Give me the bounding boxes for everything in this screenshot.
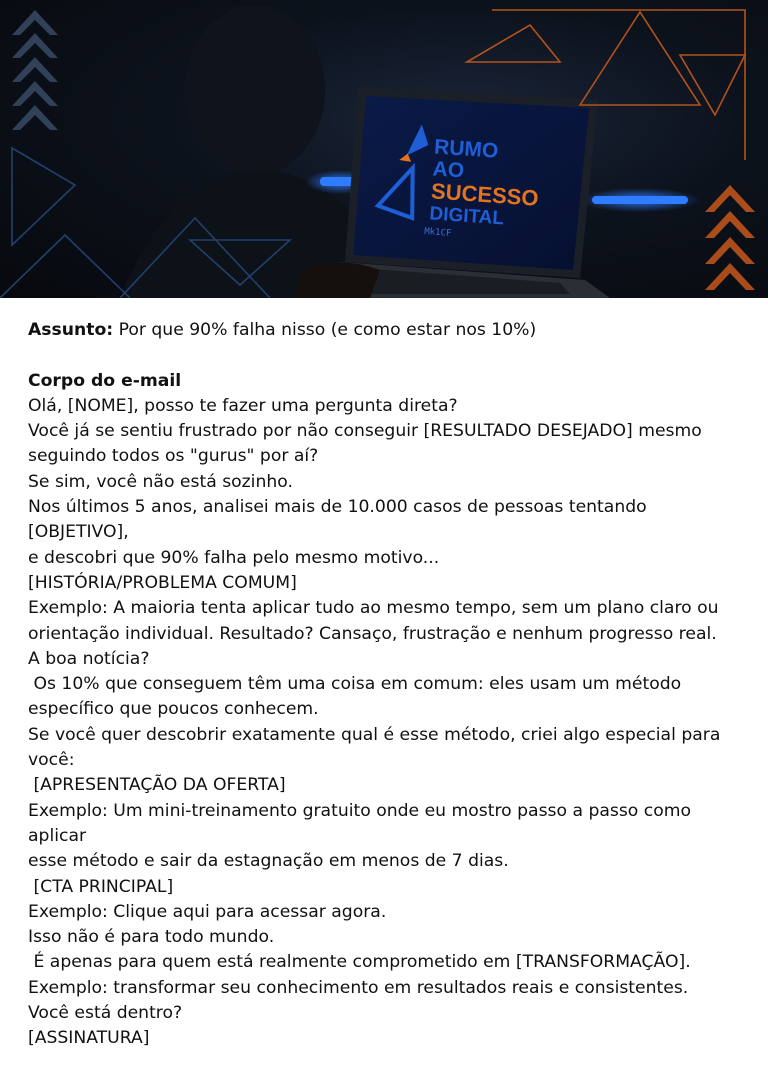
body-line: A boa notícia? [28, 648, 150, 669]
logo-line-4: DIGITAL [428, 203, 505, 230]
logo-line-1: RUMO [433, 135, 500, 163]
body-line: seguindo todos os "gurus" por aí? [28, 446, 319, 467]
logo-line-3: SUCESSO [430, 178, 540, 211]
body-line: Exemplo: transformar seu conhecimento em resultados reais e consistentes. [28, 977, 689, 998]
banner-illustration [0, 0, 768, 298]
body-line: Exemplo: A maioria tenta aplicar tudo ao mesmo tempo, sem um plano claro ou [28, 598, 719, 619]
body-line: esse método e sair da estagnação em menos de 7 dias. [28, 851, 509, 872]
body-line: Isso não é para todo mundo. [28, 927, 275, 948]
body-line: É apenas para quem está realmente comprometido em [TRANSFORMAÇÃO]. [28, 952, 691, 973]
hero-banner [0, 0, 768, 298]
body-heading: Corpo do e-mail [28, 370, 182, 391]
body-line: Olá, [NOME], posso te fazer uma pergunta direta? [28, 395, 458, 416]
body-line: e descobri que 90% falha pelo mesmo motivo... [28, 547, 440, 568]
chevrons-left-icon [12, 10, 58, 130]
chevrons-right-icon [705, 185, 755, 290]
logo-line-2: AO [431, 157, 465, 183]
subject-line [28, 318, 748, 343]
body-line: Exemplo: Clique aqui para acessar agora. [28, 901, 387, 922]
body-line: orientação individual. Resultado? Cansaço, frustração e nenhum progresso real. [28, 623, 717, 644]
body-line: [APRESENTAÇÃO DA OFERTA] [28, 775, 286, 796]
body-line: [ASSINATURA] [28, 1028, 150, 1049]
body-line: você: [28, 750, 75, 771]
subject-text: Por que 90% falha nisso (e como estar nos 10%) [113, 320, 537, 340]
body-line: Você já se sentiu frustrado por não conseguir [RESULTADO DESEJADO] mesmo [28, 421, 702, 442]
body-line: Se sim, você não está sozinho. [28, 471, 293, 492]
subject-label: Assunto: [28, 320, 114, 340]
body-line: Nos últimos 5 anos, analisei mais de 10.000 casos de pessoas tentando [OBJETIVO], [28, 497, 653, 543]
body-line: Exemplo: Um mini-treinamento gratuito onde eu mostro passo a passo como aplicar [28, 800, 697, 846]
body-line: específico que poucos conhecem. [28, 699, 319, 720]
body-line: Você está dentro? [28, 1003, 183, 1024]
body-line: [CTA PRINCIPAL] [28, 876, 174, 897]
logo-subtitle: Mk1CF [423, 226, 452, 239]
body-line: [HISTÓRIA/PROBLEMA COMUM] [28, 572, 297, 593]
body-line: Se você quer descobrir exatamente qual é esse método, criei algo especial para [28, 724, 721, 745]
person-silhouette [185, 5, 325, 175]
email-content [28, 318, 748, 1052]
body-line: Os 10% que conseguem têm uma coisa em comum: eles usam um método [28, 674, 682, 695]
